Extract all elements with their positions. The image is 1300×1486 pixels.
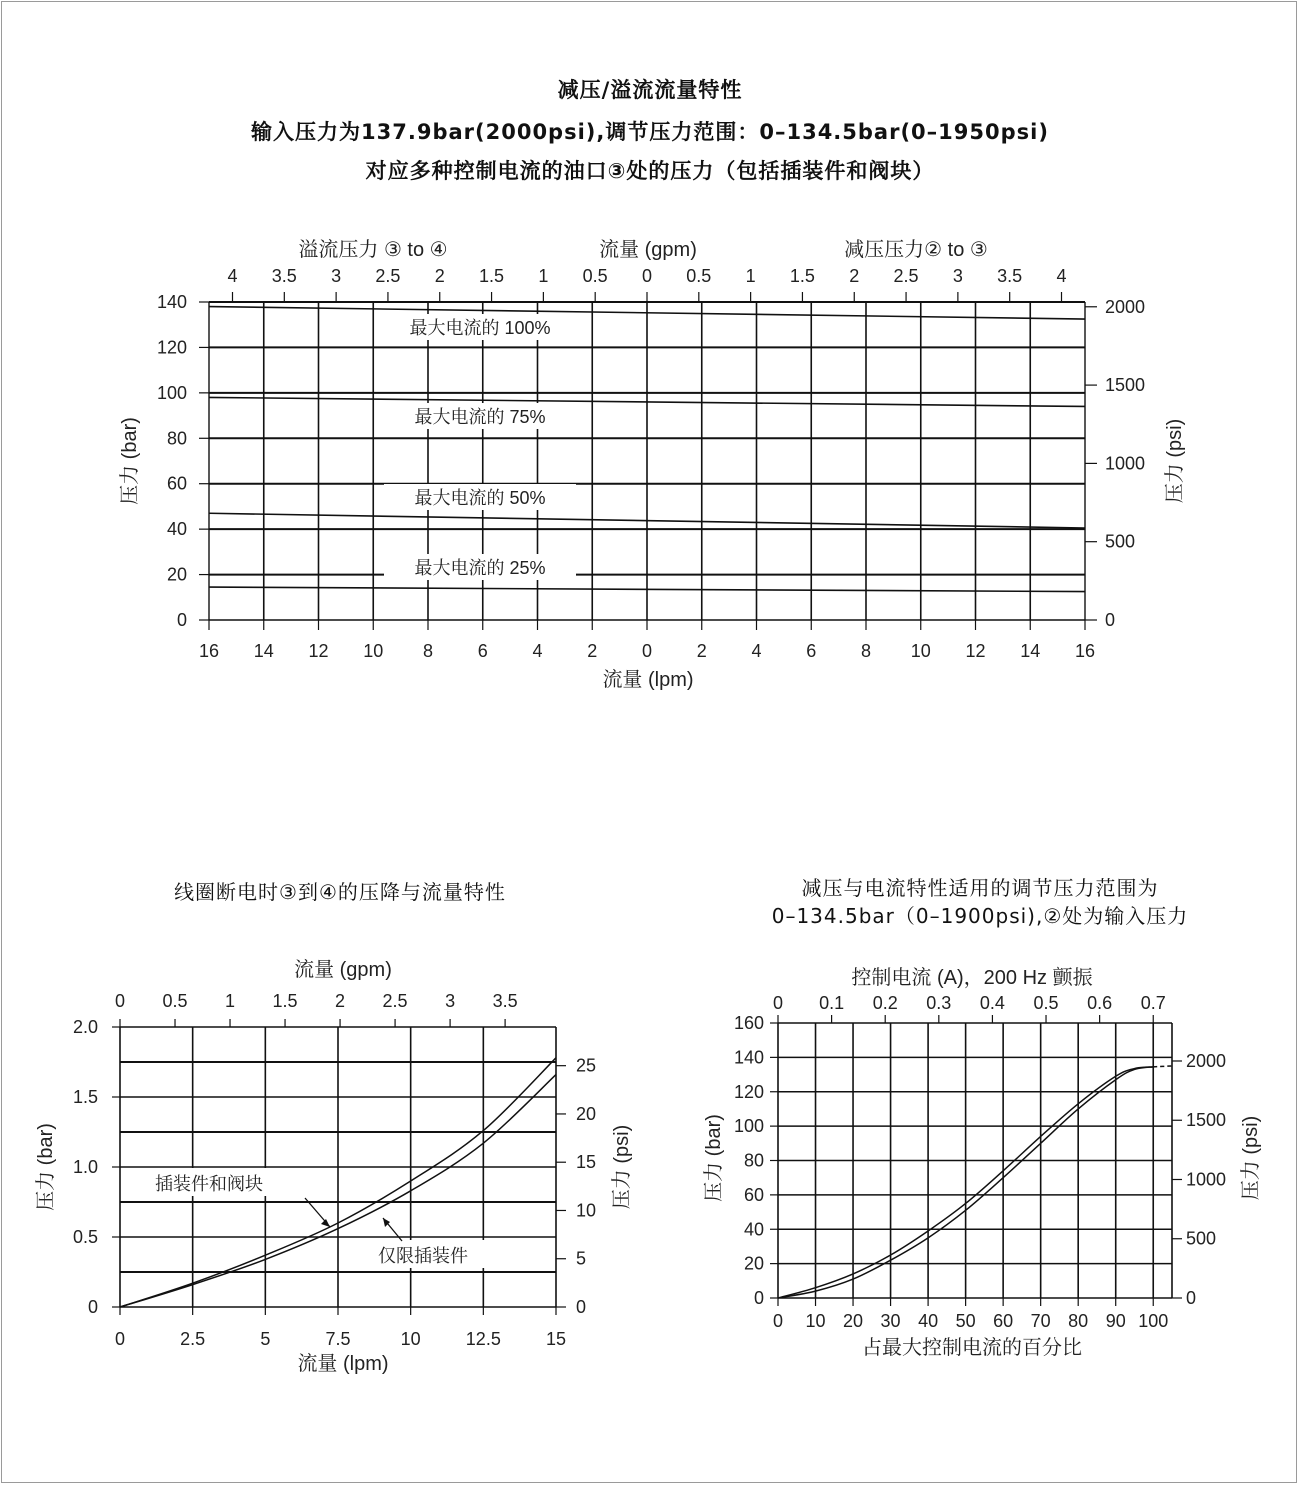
y2-axis-title: 压力 (psi)	[1164, 418, 1186, 504]
x-tick-label: 100	[1138, 1311, 1169, 1331]
x-tick-label: 50	[955, 1311, 976, 1331]
x-tick-label: 40	[918, 1311, 939, 1331]
chart2-title: 线圈断电时③到④的压降与流量特性	[174, 880, 506, 904]
x-tick-label: 12	[308, 641, 329, 661]
x-axis-title: 流量 (lpm)	[602, 669, 694, 691]
x-tick-label: 90	[1105, 1311, 1126, 1331]
x-tick-label: 0	[772, 1311, 784, 1331]
x-tick-label: 12	[965, 641, 986, 661]
top-tick-label: 0.5	[582, 266, 608, 286]
top-tick-label: 1	[225, 991, 236, 1011]
x-tick-label: 80	[1068, 1311, 1089, 1331]
y-tick-label: 160	[733, 1013, 764, 1033]
y2-tick-label: 1000	[1186, 1169, 1227, 1190]
top-axis-title: 控制电流 (A)，200 Hz 颤振	[851, 967, 1093, 989]
series-label: 最大电流的 25%	[414, 558, 546, 578]
y-tick-label: 100	[733, 1116, 764, 1137]
x-tick-label: 4	[532, 641, 543, 661]
top-tick-label: 2	[335, 991, 346, 1011]
top-tick-label: 0	[641, 266, 653, 286]
top-tick-label: 2	[434, 266, 445, 286]
top-tick-label: 0.3	[926, 993, 952, 1013]
x-tick-label: 6	[806, 641, 817, 661]
x-tick-label: 6	[477, 641, 488, 661]
x-tick-label: 15	[545, 1329, 567, 1349]
x-tick-label: 12.5	[465, 1329, 501, 1349]
y-tick-label: 40	[166, 519, 187, 540]
y2-tick-label: 1500	[1186, 1110, 1227, 1131]
y-tick-label: 0.5	[72, 1227, 98, 1247]
x-tick-label: 8	[422, 641, 434, 661]
y-axis-title: 压力 (bar)	[35, 1123, 57, 1211]
y-tick-label: 140	[156, 292, 187, 312]
top-tick-label: 1.5	[789, 266, 815, 286]
y2-tick-label: 2000	[1186, 1050, 1227, 1071]
y2-tick-label: 20	[576, 1103, 597, 1124]
y-tick-label: 20	[166, 564, 187, 585]
y2-axis-title: 压力 (psi)	[611, 1124, 633, 1210]
top-tick-label: 0.5	[162, 991, 188, 1011]
top-tick-label: 0.5	[1033, 993, 1059, 1013]
x-tick-label: 30	[880, 1311, 901, 1331]
x-tick-label: 2	[587, 641, 598, 661]
top-tick-label: 0.5	[686, 266, 712, 286]
header-note: 对应多种控制电流的油口③处的压力（包括插装件和阀块）	[365, 159, 935, 183]
top-tick-label: 2.5	[375, 266, 401, 286]
x-tick-label: 2.5	[180, 1329, 206, 1349]
top-tick-label: 3	[952, 266, 963, 286]
x-tick-label: 70	[1030, 1311, 1051, 1331]
series-label: 最大电流的 50%	[414, 488, 546, 508]
y-tick-label: 120	[156, 337, 187, 358]
y2-tick-label: 0	[1186, 1288, 1197, 1308]
y2-tick-label: 2000	[1105, 296, 1146, 317]
top-tick-label: 0.6	[1087, 993, 1113, 1013]
x-axis-title: 占最大控制电流的百分比	[862, 1337, 1082, 1359]
series-label: 仅限插装件	[378, 1246, 468, 1266]
y2-tick-label: 15	[576, 1152, 597, 1173]
chart3-title-line1: 减压与电流特性适用的调节压力范围为	[801, 876, 1159, 900]
top-tick-label: 0.4	[979, 993, 1005, 1013]
y2-axis-title: 压力 (psi)	[1240, 1115, 1262, 1201]
y-tick-label: 2.0	[72, 1017, 98, 1037]
top-tick-label: 0.2	[872, 993, 898, 1013]
x-tick-label: 2	[696, 641, 707, 661]
y-tick-label: 60	[166, 473, 187, 494]
y-tick-label: 140	[733, 1047, 764, 1068]
top-tick-label: 4	[227, 266, 238, 286]
top-tick-label: 2	[849, 266, 860, 286]
x-tick-label: 7.5	[325, 1329, 351, 1349]
y2-tick-label: 0	[576, 1297, 587, 1317]
x-tick-label: 16	[198, 641, 220, 661]
top-tick-label: 0.1	[819, 993, 845, 1013]
y2-tick-label: 25	[576, 1055, 597, 1076]
x-tick-label: 4	[751, 641, 762, 661]
y2-tick-label: 500	[1105, 531, 1136, 552]
top-tick-label: 0.7	[1140, 993, 1166, 1013]
top-tick-label: 4	[1056, 266, 1067, 286]
chart3-title-line2: 0–134.5bar（0–1900psi),②处为输入压力	[771, 904, 1189, 928]
series-label: 最大电流的 100%	[409, 318, 551, 338]
top-axis-left-title: 溢流压力 ③ to ④	[298, 239, 448, 261]
y-tick-label: 40	[743, 1219, 764, 1240]
y2-tick-label: 1000	[1105, 453, 1146, 474]
top-tick-label: 1	[745, 266, 756, 286]
top-tick-label: 0	[772, 993, 784, 1013]
y-axis-title: 压力 (bar)	[703, 1114, 725, 1202]
x-tick-label: 10	[910, 641, 931, 661]
y-tick-label: 100	[156, 382, 187, 403]
x-tick-label: 5	[260, 1329, 271, 1349]
y-tick-label: 20	[743, 1253, 764, 1274]
y-tick-label: 1.0	[72, 1157, 98, 1177]
x-tick-label: 0	[641, 641, 653, 661]
y-tick-label: 1.5	[72, 1087, 98, 1107]
top-tick-label: 3	[331, 266, 342, 286]
x-tick-label: 10	[400, 1329, 421, 1349]
series-label: 最大电流的 75%	[414, 407, 546, 427]
y-axis-title: 压力 (bar)	[119, 417, 141, 505]
top-tick-label: 1	[538, 266, 549, 286]
x-tick-label: 8	[860, 641, 872, 661]
top-tick-label: 3.5	[492, 991, 518, 1011]
top-tick-label: 1.5	[479, 266, 505, 286]
top-tick-label: 3.5	[271, 266, 297, 286]
y2-tick-label: 0	[1105, 610, 1116, 630]
x-axis-title: 流量 (lpm)	[297, 1353, 389, 1375]
x-tick-label: 20	[843, 1311, 864, 1331]
x-tick-label: 14	[1020, 641, 1041, 661]
y-tick-label: 120	[733, 1081, 764, 1102]
x-tick-label: 0	[114, 1329, 126, 1349]
y-tick-label: 0	[753, 1288, 764, 1308]
x-tick-label: 60	[993, 1311, 1014, 1331]
x-tick-label: 16	[1074, 641, 1096, 661]
y-tick-label: 0	[87, 1297, 98, 1317]
y2-tick-label: 500	[1186, 1228, 1217, 1249]
y2-tick-label: 10	[576, 1200, 597, 1221]
y-tick-label: 80	[166, 428, 187, 449]
x-tick-label: 10	[805, 1311, 826, 1331]
top-tick-label: 1.5	[272, 991, 298, 1011]
y-tick-label: 0	[176, 610, 187, 630]
top-axis-right-title: 减压压力② to ③	[844, 239, 988, 261]
y-tick-label: 80	[743, 1150, 764, 1171]
y2-tick-label: 1500	[1105, 375, 1146, 396]
series-label: 插装件和阀块	[155, 1174, 263, 1194]
series-line-dashed	[1153, 1066, 1172, 1067]
x-tick-label: 14	[253, 641, 274, 661]
top-tick-label: 2.5	[893, 266, 919, 286]
x-tick-label: 10	[363, 641, 384, 661]
top-axis-center-title: 流量 (gpm)	[599, 239, 697, 261]
top-tick-label: 0	[114, 991, 126, 1011]
header-subtitle: 输入压力为137.9bar(2000psi),调节压力范围：0–134.5bar(0–1950psi)	[251, 120, 1049, 144]
top-tick-label: 3	[445, 991, 456, 1011]
header-title: 减压/溢流流量特性	[557, 78, 743, 102]
y-tick-label: 60	[743, 1184, 764, 1205]
top-tick-label: 3.5	[997, 266, 1023, 286]
top-axis-title: 流量 (gpm)	[294, 959, 392, 981]
top-tick-label: 2.5	[382, 991, 408, 1011]
y2-tick-label: 5	[576, 1248, 587, 1269]
